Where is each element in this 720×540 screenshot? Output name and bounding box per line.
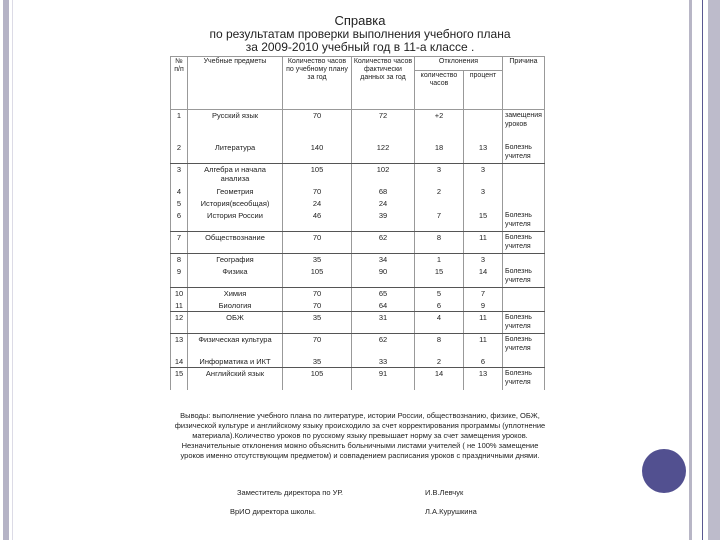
doc-subtitle-1: по результатам проверки выполнения учебного плана: [209, 27, 511, 41]
cell-reason: Болезнь учителя: [503, 266, 545, 288]
cell-fact: 90: [352, 266, 415, 288]
cell-plan: 70: [283, 288, 352, 300]
cell-fact: 62: [352, 232, 415, 254]
cell-subject: География: [188, 254, 283, 266]
right-frame-line: [689, 0, 692, 540]
header-reason: Причина: [503, 57, 545, 110]
cell-subject: Физика: [188, 266, 283, 288]
cell-reason: [503, 254, 545, 266]
left-frame-bar: [3, 0, 9, 540]
table-row: [171, 368, 545, 390]
cell-subject: История(всеобщая): [188, 198, 283, 210]
cell-dev-percent: 3: [464, 186, 503, 198]
right-frame-accent-line: [702, 0, 703, 540]
cell-reason: [503, 198, 545, 210]
cell-subject: Биология: [188, 300, 283, 312]
table-row: [171, 142, 545, 164]
cell-num: 11: [171, 300, 188, 312]
header-dev-hours: количество часов: [415, 71, 464, 110]
cell-fact: 24: [352, 198, 415, 210]
cell-num: 10: [171, 288, 188, 300]
cell-subject: История России: [188, 210, 283, 232]
cell-dev-percent: 9: [464, 300, 503, 312]
cell-reason: [503, 164, 545, 186]
cell-num: 5: [171, 198, 188, 210]
cell-reason: замещения уроков: [503, 110, 545, 142]
cell-plan: 105: [283, 368, 352, 390]
cell-dev-percent: [464, 110, 503, 142]
header-num: № п/п: [171, 57, 188, 110]
cell-dev-hours: 3: [415, 164, 464, 186]
doc-subtitle-2: за 2009-2010 учебный год в 11-а классе .: [245, 40, 475, 54]
signature-name-deputy: И.В.Левчук: [425, 488, 464, 497]
cell-dev-percent: 3: [464, 164, 503, 186]
cell-plan: 24: [283, 198, 352, 210]
cell-fact: 102: [352, 164, 415, 186]
cell-fact: 62: [352, 334, 415, 356]
cell-num: 15: [171, 368, 188, 390]
cell-fact: 31: [352, 312, 415, 334]
cell-fact: 68: [352, 186, 415, 198]
cell-num: 13: [171, 334, 188, 356]
cell-num: 14: [171, 356, 188, 368]
cell-dev-percent: 13: [464, 142, 503, 164]
cell-num: 8: [171, 254, 188, 266]
cell-plan: 105: [283, 266, 352, 288]
cell-subject: ОБЖ: [188, 312, 283, 334]
cell-fact: 64: [352, 300, 415, 312]
cell-subject: Обществознание: [188, 232, 283, 254]
table-row: [171, 254, 545, 266]
cell-num: 2: [171, 142, 188, 164]
cell-num: 9: [171, 266, 188, 288]
table-row: [171, 110, 545, 142]
cell-subject: Физическая культура: [188, 334, 283, 356]
cell-plan: 70: [283, 110, 352, 142]
right-frame-band: [708, 0, 720, 540]
cell-dev-hours: +2: [415, 110, 464, 142]
cell-reason: Болезнь учителя: [503, 334, 545, 356]
table-row: [171, 288, 545, 300]
table-row: [171, 334, 545, 356]
table-row: [171, 356, 545, 368]
cell-dev-percent: 13: [464, 368, 503, 390]
signature-name-director: Л.А.Курушкина: [425, 507, 477, 516]
cell-dev-percent: 15: [464, 210, 503, 232]
header-plan: Количество часов по учебному плану за год: [283, 57, 352, 110]
cell-dev-percent: [464, 198, 503, 210]
cell-dev-hours: 18: [415, 142, 464, 164]
cell-fact: 122: [352, 142, 415, 164]
cell-subject: Литература: [188, 142, 283, 164]
cell-subject: Алгебра и начала анализа: [188, 164, 283, 186]
cell-fact: 33: [352, 356, 415, 368]
cell-dev-hours: 4: [415, 312, 464, 334]
cell-reason: Болезнь учителя: [503, 210, 545, 232]
cell-dev-hours: 14: [415, 368, 464, 390]
header-deviation: Отклонения: [415, 57, 503, 71]
cell-dev-hours: 6: [415, 300, 464, 312]
cell-plan: 35: [283, 356, 352, 368]
cell-dev-hours: 2: [415, 356, 464, 368]
cell-num: 12: [171, 312, 188, 334]
cell-plan: 70: [283, 186, 352, 198]
cell-reason: [503, 186, 545, 198]
cell-dev-hours: 2: [415, 186, 464, 198]
cell-plan: 35: [283, 254, 352, 266]
signature-role-director: ВрИО директора школы.: [230, 507, 316, 516]
cell-dev-percent: 14: [464, 266, 503, 288]
cell-num: 3: [171, 164, 188, 186]
table-row: [171, 300, 545, 312]
cell-plan: 70: [283, 334, 352, 356]
cell-subject: Информатика и ИКТ: [188, 356, 283, 368]
doc-title: Справка: [334, 13, 386, 28]
cell-dev-hours: 1: [415, 254, 464, 266]
cell-num: 6: [171, 210, 188, 232]
cell-fact: 34: [352, 254, 415, 266]
header-fact: Количество часов фактически данных за год: [352, 57, 415, 110]
cell-reason: Болезнь учителя: [503, 368, 545, 390]
cell-reason: [503, 356, 545, 368]
cell-plan: 70: [283, 232, 352, 254]
cell-reason: Болезнь учителя: [503, 312, 545, 334]
results-table: [170, 56, 545, 390]
cell-plan: 70: [283, 300, 352, 312]
cell-dev-percent: 11: [464, 312, 503, 334]
cell-plan: 35: [283, 312, 352, 334]
table-row: [171, 164, 545, 186]
cell-dev-hours: 7: [415, 210, 464, 232]
cell-dev-percent: 11: [464, 232, 503, 254]
cell-reason: [503, 300, 545, 312]
cell-fact: 91: [352, 368, 415, 390]
cell-reason: Болезнь учителя: [503, 142, 545, 164]
signature-role-deputy: Заместитель директора по УР.: [237, 488, 344, 497]
decorative-circle: [642, 449, 686, 493]
cell-subject: Геометрия: [188, 186, 283, 198]
cell-dev-hours: 15: [415, 266, 464, 288]
cell-plan: 46: [283, 210, 352, 232]
cell-dev-percent: 6: [464, 356, 503, 368]
cell-plan: 140: [283, 142, 352, 164]
cell-num: 7: [171, 232, 188, 254]
table-row: [171, 186, 545, 198]
table-row: [171, 266, 545, 288]
cell-dev-percent: 11: [464, 334, 503, 356]
header-dev-percent: процент: [464, 71, 503, 110]
cell-num: 1: [171, 110, 188, 142]
cell-fact: 72: [352, 110, 415, 142]
header-subject: Учебные предметы: [188, 57, 283, 110]
table-row: [171, 198, 545, 210]
cell-dev-percent: 3: [464, 254, 503, 266]
cell-dev-hours: 5: [415, 288, 464, 300]
cell-dev-percent: 7: [464, 288, 503, 300]
cell-subject: Русский язык: [188, 110, 283, 142]
left-frame-line: [12, 0, 13, 540]
cell-dev-hours: 8: [415, 232, 464, 254]
cell-plan: 105: [283, 164, 352, 186]
table-row: [171, 312, 545, 334]
cell-num: 4: [171, 186, 188, 198]
cell-fact: 65: [352, 288, 415, 300]
cell-dev-hours: 8: [415, 334, 464, 356]
table-row: [171, 232, 545, 254]
cell-subject: Химия: [188, 288, 283, 300]
cell-reason: [503, 288, 545, 300]
cell-reason: Болезнь учителя: [503, 232, 545, 254]
conclusion-text: Выводы: выполнение учебного плана по литературе, истории России, обществознанию, физике, ОБЖ, физической культуре и английскому языку происходило за счет корректирования программы (уплотнение материала).Количество уроков по русскому языку превышает норму за счет замещения уроков. Незначительные отклонения можно объяснить больничными листами учителей ( не 100% замещение уроков именно отсутствующим предметом) и совпадением расписания уроков с праздничными днями.: [174, 411, 546, 460]
cell-subject: Английский язык: [188, 368, 283, 390]
cell-dev-hours: [415, 198, 464, 210]
cell-fact: 39: [352, 210, 415, 232]
table-row: [171, 210, 545, 232]
